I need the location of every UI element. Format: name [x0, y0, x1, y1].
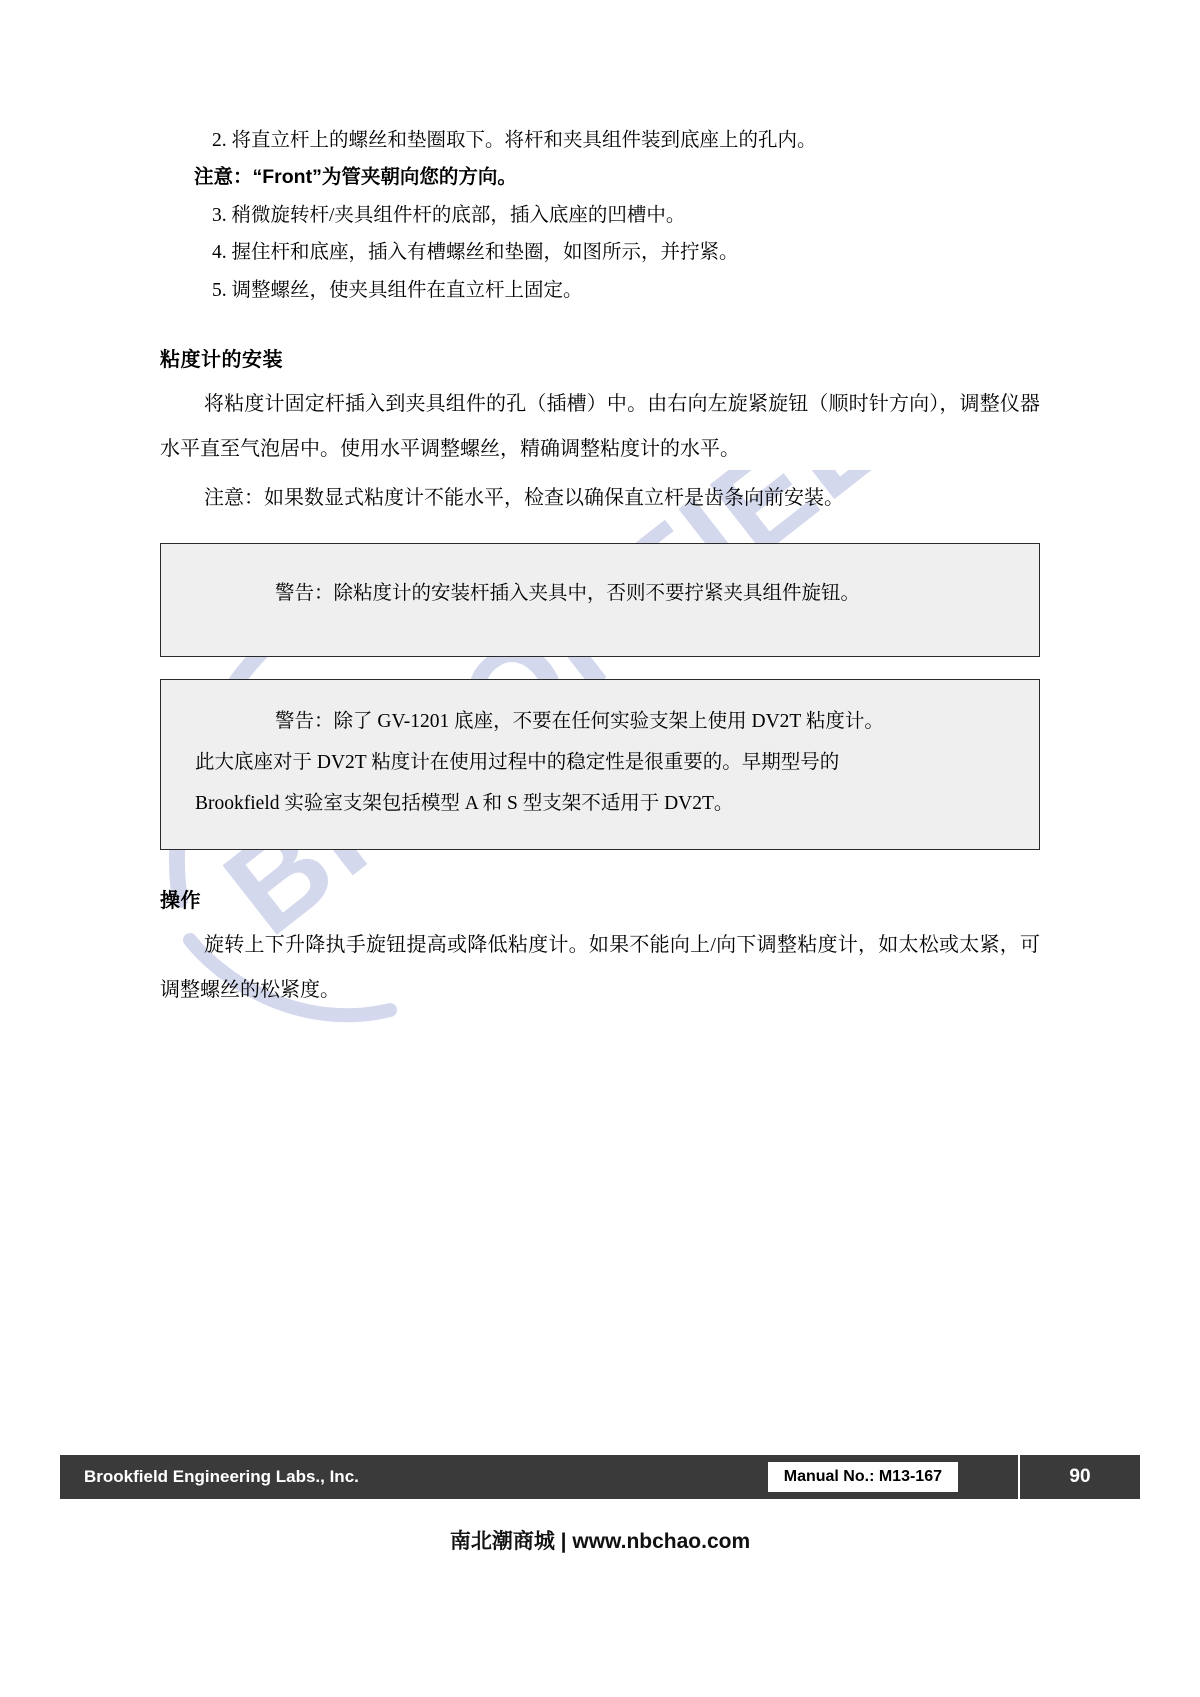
- warning-box-2: [160, 679, 1040, 850]
- footer-company: Brookfield Engineering Labs., Inc.: [84, 1467, 359, 1486]
- warning-box-2-line-3: Brookfield 实验室支架包括模型 A 和 S 型支架不适用于 DV2T。: [195, 793, 734, 815]
- warning-box-1-text: 警告：除粘度计的安装杆插入夹具中，否则不要拧紧夹具组件旋钮。: [275, 583, 861, 605]
- list-item: 5. 调整螺丝，使夹具组件在直立杆上固定。: [212, 279, 583, 301]
- section-heading-install: 粘度计的安装: [160, 349, 283, 372]
- warning-box-2-line-1: 警告：除了 GV-1201 底座，不要在任何实验支架上使用 DV2T 粘度计。: [275, 711, 884, 733]
- page-footer: [60, 1455, 1140, 1499]
- warning-box-1: [160, 543, 1040, 657]
- footer-manual-no: Manual No.: M13-167: [768, 1462, 958, 1492]
- note-front: 注意：“Front”为管夹朝向您的方向。: [194, 166, 517, 189]
- install-paragraph-2: 注意：如果数显式粘度计不能水平，检查以确保直立杆是齿条向前安装。: [204, 487, 844, 510]
- footer-page-number: 90: [1018, 1455, 1140, 1499]
- operation-paragraph-1: 旋转上下升降执手旋钮提高或降低粘度计。如果不能向上/向下调整粘度计，如太松或太紧，可调整螺丝的松紧度。: [160, 934, 1040, 1001]
- site-attribution: 南北潮商城 | www.nbchao.com: [449, 1530, 751, 1553]
- steps-list: [160, 122, 1040, 309]
- section-heading-operation: 操作: [160, 890, 201, 912]
- list-item: 4. 握住杆和底座，插入有槽螺丝和垫圈，如图所示，并拧紧。: [212, 242, 739, 264]
- install-paragraph-1: 将粘度计固定杆插入到夹具组件的孔（插槽）中。由右向左旋紧旋钮（顺时针方向），调整仪器水平直至气泡居中。使用水平调整螺丝，精确调整粘度计的水平。: [160, 393, 1040, 461]
- list-item: 3. 稍微旋转杆/夹具组件杆的底部，插入底座的凹槽中。: [212, 204, 686, 226]
- warning-box-2-line-2: 此大底座对于 DV2T 粘度计在使用过程中的稳定性是很重要的。早期型号的: [195, 752, 840, 774]
- document-content: [160, 120, 1040, 1017]
- list-item: 2. 将直立杆上的螺丝和垫圈取下。将杆和夹具组件装到底座上的孔内。: [212, 130, 817, 151]
